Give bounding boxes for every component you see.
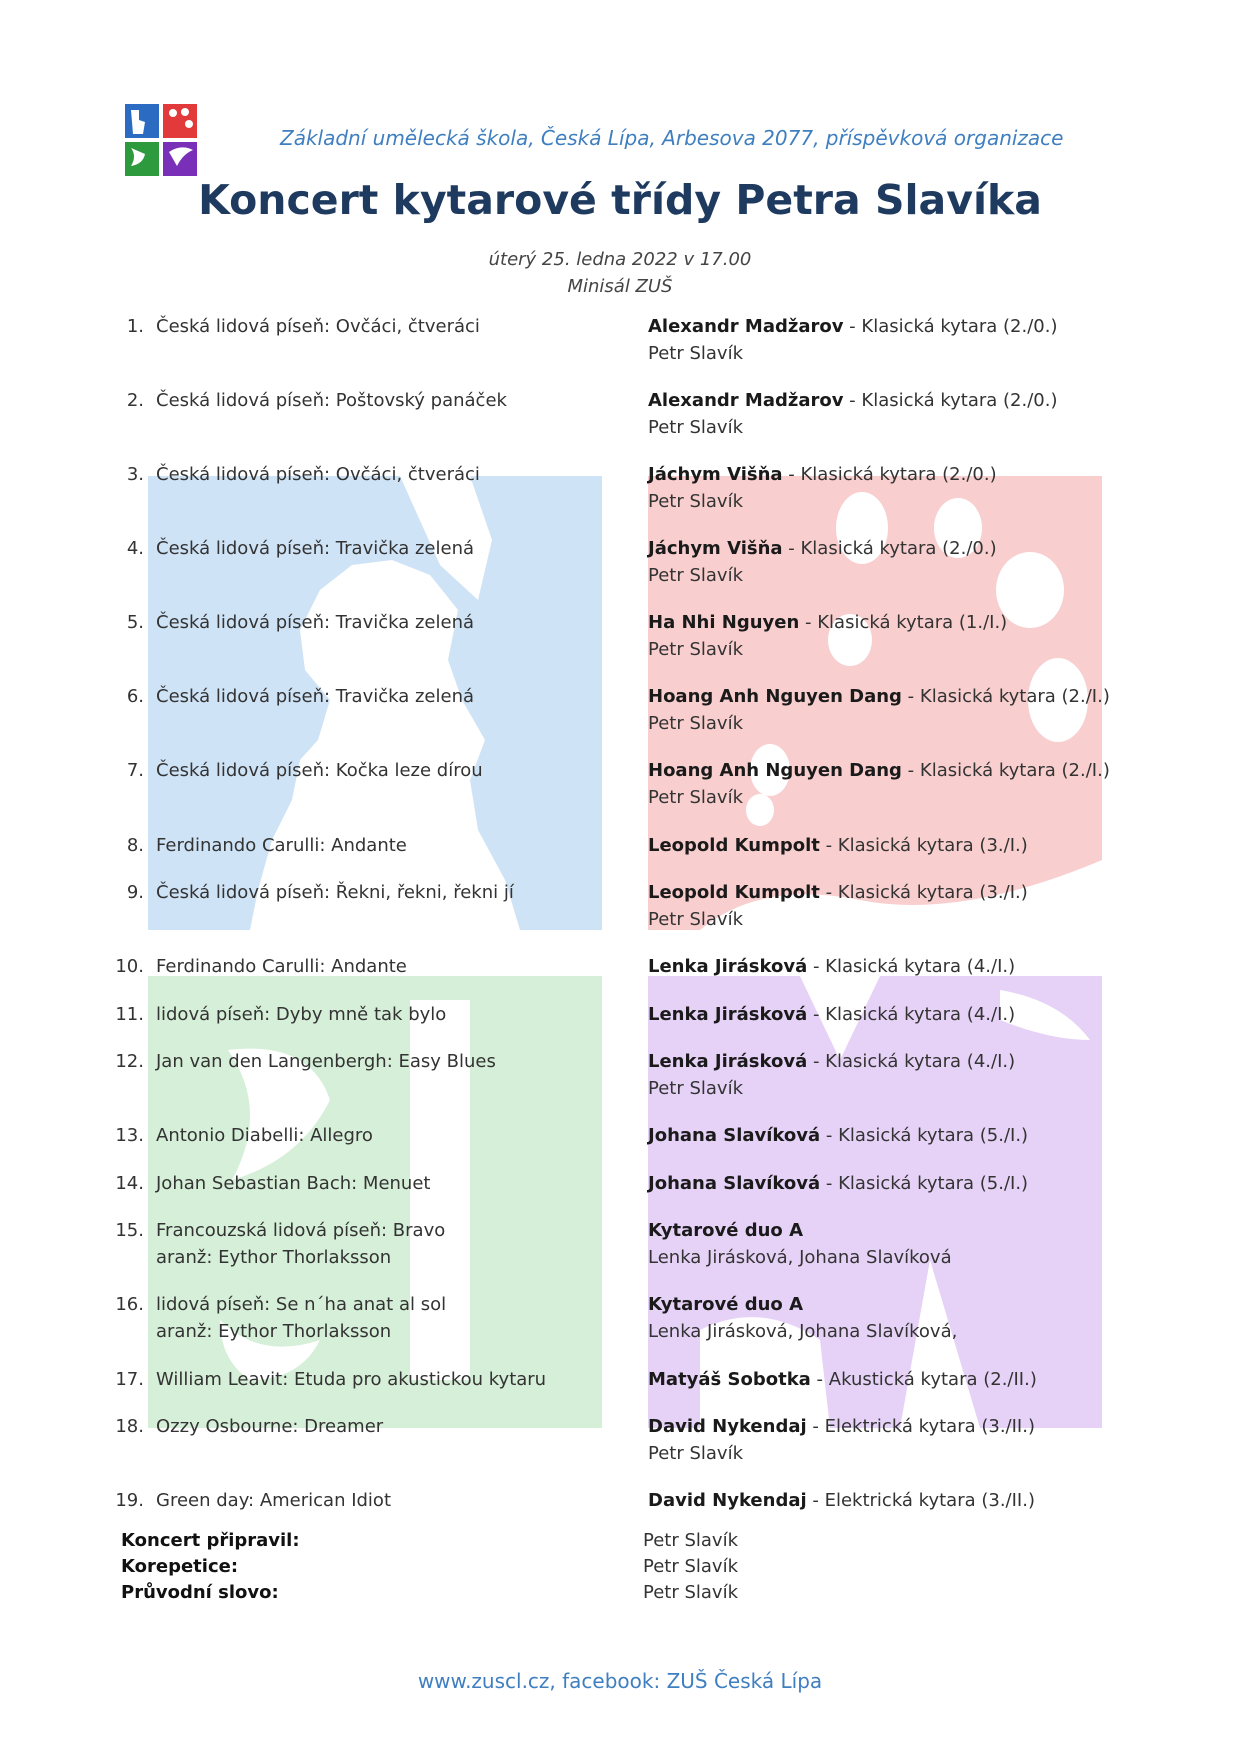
accompanist: Petr Slavík bbox=[648, 343, 744, 364]
item-number: 7. bbox=[126, 760, 144, 781]
item-number: 11. bbox=[115, 1004, 144, 1025]
credit-label: Průvodní slovo: bbox=[121, 1582, 279, 1603]
piece-column bbox=[156, 387, 626, 414]
performer-column bbox=[648, 757, 1208, 811]
performer-line bbox=[648, 1170, 1208, 1197]
performer-instrument: - Klasická kytara (2./0.) bbox=[782, 464, 997, 485]
credits bbox=[121, 1530, 1121, 1608]
performer-column bbox=[648, 1001, 1208, 1028]
purple-dancer-shape bbox=[648, 976, 1102, 1428]
performer-line bbox=[648, 757, 1208, 784]
performer-instrument: - Klasická kytara (4./I.) bbox=[807, 1051, 1016, 1072]
performer-instrument: - Klasická kytara (2./I.) bbox=[901, 760, 1110, 781]
piece-column bbox=[156, 1487, 626, 1514]
concert-venue: Minisál ZUŠ bbox=[567, 276, 673, 297]
piece-title: lidová píseň: Dyby mně tak bylo bbox=[156, 1004, 447, 1025]
piece-column bbox=[156, 953, 626, 980]
performer-instrument: - Klasická kytara (5./I.) bbox=[820, 1173, 1029, 1194]
performer-line bbox=[648, 1122, 1208, 1149]
piece-title: Česká lidová píseň: Poštovský panáček bbox=[156, 390, 507, 411]
piece-column bbox=[156, 535, 626, 562]
piece-title: William Leavit: Etuda pro akustickou kytaru bbox=[156, 1369, 547, 1390]
performer-line bbox=[648, 1291, 1208, 1318]
item-number: 17. bbox=[115, 1369, 144, 1390]
piece-title: Ozzy Osbourne: Dreamer bbox=[156, 1416, 384, 1437]
credit-value: Petr Slavík bbox=[643, 1582, 739, 1603]
performer-name: David Nykendaj bbox=[648, 1416, 807, 1437]
performer-name: Lenka Jirásková bbox=[648, 956, 808, 977]
accompanist: Petr Slavík bbox=[648, 1443, 744, 1464]
performer-instrument: - Klasická kytara (3./I.) bbox=[819, 882, 1028, 903]
accompanist: Petr Slavík bbox=[648, 565, 744, 586]
piece-column bbox=[156, 1001, 626, 1028]
performer-column bbox=[648, 1048, 1208, 1102]
piece-column bbox=[156, 1217, 626, 1271]
performer-line bbox=[648, 832, 1208, 859]
performer-line bbox=[648, 313, 1208, 340]
performer-name: David Nykendaj bbox=[648, 1490, 807, 1511]
piece-title: lidová píseň: Se n´ha anat al sol bbox=[156, 1294, 447, 1315]
performer-name: Hoang Anh Nguyen Dang bbox=[648, 686, 902, 707]
item-number: 10. bbox=[115, 956, 144, 977]
school-logo-icon bbox=[125, 104, 197, 176]
performer-line bbox=[648, 879, 1208, 906]
credit-label: Koncert připravil: bbox=[121, 1530, 300, 1551]
performer-instrument: - Klasická kytara (2./0.) bbox=[843, 316, 1058, 337]
piece-column bbox=[156, 1170, 626, 1197]
performer-instrument: - Elektrická kytara (3./II.) bbox=[806, 1490, 1035, 1511]
piece-title: Česká lidová píseň: Ovčáci, čtveráci bbox=[156, 316, 480, 337]
piece-column bbox=[156, 1413, 626, 1440]
performer-name: Johana Slavíková bbox=[648, 1125, 821, 1146]
piece-title: Česká lidová píseň: Travička zelená bbox=[156, 538, 475, 559]
performer-name: Kytarové duo A bbox=[648, 1220, 803, 1241]
piece-column bbox=[156, 832, 626, 859]
performer-instrument: - Klasická kytara (4./I.) bbox=[807, 956, 1016, 977]
performer-column bbox=[648, 313, 1208, 367]
performer-column bbox=[648, 1366, 1208, 1393]
piece-column bbox=[156, 1048, 626, 1075]
performer-name: Leopold Kumpolt bbox=[648, 882, 820, 903]
piece-column bbox=[156, 757, 626, 784]
performer-line bbox=[648, 1487, 1208, 1514]
accompanist: Petr Slavík bbox=[648, 713, 744, 734]
item-number: 9. bbox=[126, 882, 144, 903]
item-number: 19. bbox=[115, 1490, 144, 1511]
piece-title: Johan Sebastian Bach: Menuet bbox=[156, 1173, 431, 1194]
concert-date: úterý 25. ledna 2022 v 17.00 bbox=[488, 249, 752, 270]
piece-column bbox=[156, 461, 626, 488]
piece-column bbox=[156, 879, 626, 906]
page-title: Koncert kytarové třídy Petra Slavíka bbox=[198, 176, 1042, 224]
performer-name: Johana Slavíková bbox=[648, 1173, 821, 1194]
accompanist: Petr Slavík bbox=[648, 909, 744, 930]
performer-name: Alexandr Madžarov bbox=[648, 390, 844, 411]
accompanist: Petr Slavík bbox=[648, 787, 744, 808]
performer-name: Matyáš Sobotka bbox=[648, 1369, 811, 1390]
performer-column bbox=[648, 609, 1208, 663]
footer-links[interactable]: www.zuscl.cz, facebook: ZUŠ Česká Lípa bbox=[417, 1669, 823, 1693]
performer-column bbox=[648, 1291, 1208, 1345]
piece-column bbox=[156, 313, 626, 340]
performer-column bbox=[648, 535, 1208, 589]
accompanist: Petr Slavík bbox=[648, 417, 744, 438]
performer-instrument: - Akustická kytara (2./II.) bbox=[810, 1369, 1037, 1390]
piece-title: Ferdinando Carulli: Andante bbox=[156, 956, 407, 977]
performer-line bbox=[648, 461, 1208, 488]
piece-title: Česká lidová píseň: Ovčáci, čtveráci bbox=[156, 464, 480, 485]
performer-name: Jáchym Višňa bbox=[648, 464, 783, 485]
piece-title: Antonio Diabelli: Allegro bbox=[156, 1125, 373, 1146]
performer-instrument: - Klasická kytara (1./I.) bbox=[799, 612, 1008, 633]
performer-column bbox=[648, 879, 1208, 933]
performer-instrument: - Klasická kytara (2./0.) bbox=[782, 538, 997, 559]
performer-column bbox=[648, 683, 1208, 737]
piece-column bbox=[156, 1366, 626, 1393]
piece-title: Česká lidová píseň: Travička zelená bbox=[156, 612, 475, 633]
performer-line bbox=[648, 609, 1208, 636]
accompanist: Lenka Jirásková, Johana Slavíková, bbox=[648, 1321, 958, 1342]
performer-column bbox=[648, 1217, 1208, 1271]
performer-column bbox=[648, 1487, 1208, 1514]
piece-column bbox=[156, 609, 626, 636]
performer-name: Leopold Kumpolt bbox=[648, 835, 820, 856]
performer-instrument: - Klasická kytara (3./I.) bbox=[819, 835, 1028, 856]
item-number: 1. bbox=[126, 316, 144, 337]
performer-line bbox=[648, 387, 1208, 414]
piece-title: Green day: American Idiot bbox=[156, 1490, 392, 1511]
accompanist: Petr Slavík bbox=[648, 491, 744, 512]
performer-instrument: - Klasická kytara (5./I.) bbox=[820, 1125, 1029, 1146]
piece-arranger: aranž: Eythor Thorlaksson bbox=[156, 1247, 392, 1268]
item-number: 12. bbox=[115, 1051, 144, 1072]
performer-name: Lenka Jirásková bbox=[648, 1051, 808, 1072]
accompanist: Lenka Jirásková, Johana Slavíková bbox=[648, 1247, 952, 1268]
accompanist: Petr Slavík bbox=[648, 639, 744, 660]
item-number: 18. bbox=[115, 1416, 144, 1437]
performer-column bbox=[648, 953, 1208, 980]
item-number: 8. bbox=[126, 835, 144, 856]
item-number: 13. bbox=[115, 1125, 144, 1146]
credit-label: Korepetice: bbox=[121, 1556, 239, 1577]
credit-row bbox=[121, 1530, 1121, 1556]
performer-column bbox=[648, 832, 1208, 859]
item-number: 15. bbox=[115, 1220, 144, 1241]
accompanist: Petr Slavík bbox=[648, 1078, 744, 1099]
piece-title: Česká lidová píseň: Travička zelená bbox=[156, 686, 475, 707]
item-number: 14. bbox=[115, 1173, 144, 1194]
item-number: 5. bbox=[126, 612, 144, 633]
credit-value: Petr Slavík bbox=[643, 1530, 739, 1551]
performer-line bbox=[648, 1001, 1208, 1028]
performer-instrument: - Klasická kytara (2./0.) bbox=[843, 390, 1058, 411]
performer-column bbox=[648, 1122, 1208, 1149]
performer-line bbox=[648, 1217, 1208, 1244]
piece-arranger: aranž: Eythor Thorlaksson bbox=[156, 1321, 392, 1342]
credit-row bbox=[121, 1556, 1121, 1582]
performer-instrument: - Elektrická kytara (3./II.) bbox=[806, 1416, 1035, 1437]
credit-row bbox=[121, 1582, 1121, 1608]
performer-column bbox=[648, 1413, 1208, 1467]
piece-title: Jan van den Langenbergh: Easy Blues bbox=[156, 1051, 496, 1072]
performer-instrument: - Klasická kytara (4./I.) bbox=[807, 1004, 1016, 1025]
green-masks-shape bbox=[148, 976, 602, 1428]
school-name: Základní umělecká škola, Česká Lípa, Arbesova 2077, příspěvková organizace bbox=[280, 126, 1064, 150]
performer-name: Jáchym Višňa bbox=[648, 538, 783, 559]
item-number: 4. bbox=[126, 538, 144, 559]
item-number: 3. bbox=[126, 464, 144, 485]
piece-title: Česká lidová píseň: Řekni, řekni, řekni jí bbox=[156, 882, 514, 903]
item-number: 6. bbox=[126, 686, 144, 707]
performer-line bbox=[648, 953, 1208, 980]
performer-line bbox=[648, 1413, 1208, 1440]
performer-column bbox=[648, 1170, 1208, 1197]
performer-column bbox=[648, 387, 1208, 441]
item-number: 2. bbox=[126, 390, 144, 411]
performer-line bbox=[648, 1366, 1208, 1393]
item-number: 16. bbox=[115, 1294, 144, 1315]
performer-line bbox=[648, 1048, 1208, 1075]
performer-instrument: - Klasická kytara (2./I.) bbox=[901, 686, 1110, 707]
performer-line bbox=[648, 683, 1208, 710]
performer-name: Kytarové duo A bbox=[648, 1294, 803, 1315]
performer-name: Lenka Jirásková bbox=[648, 1004, 808, 1025]
performer-name: Alexandr Madžarov bbox=[648, 316, 844, 337]
piece-column bbox=[156, 1291, 626, 1345]
piece-column bbox=[156, 1122, 626, 1149]
credit-value: Petr Slavík bbox=[643, 1556, 739, 1577]
performer-line bbox=[648, 535, 1208, 562]
piece-title: Ferdinando Carulli: Andante bbox=[156, 835, 407, 856]
piece-title: Česká lidová píseň: Kočka leze dírou bbox=[156, 760, 483, 781]
performer-name: Ha Nhi Nguyen bbox=[648, 612, 800, 633]
piece-column bbox=[156, 683, 626, 710]
piece-title: Francouzská lidová píseň: Bravo bbox=[156, 1220, 446, 1241]
performer-column bbox=[648, 461, 1208, 515]
performer-name: Hoang Anh Nguyen Dang bbox=[648, 760, 902, 781]
